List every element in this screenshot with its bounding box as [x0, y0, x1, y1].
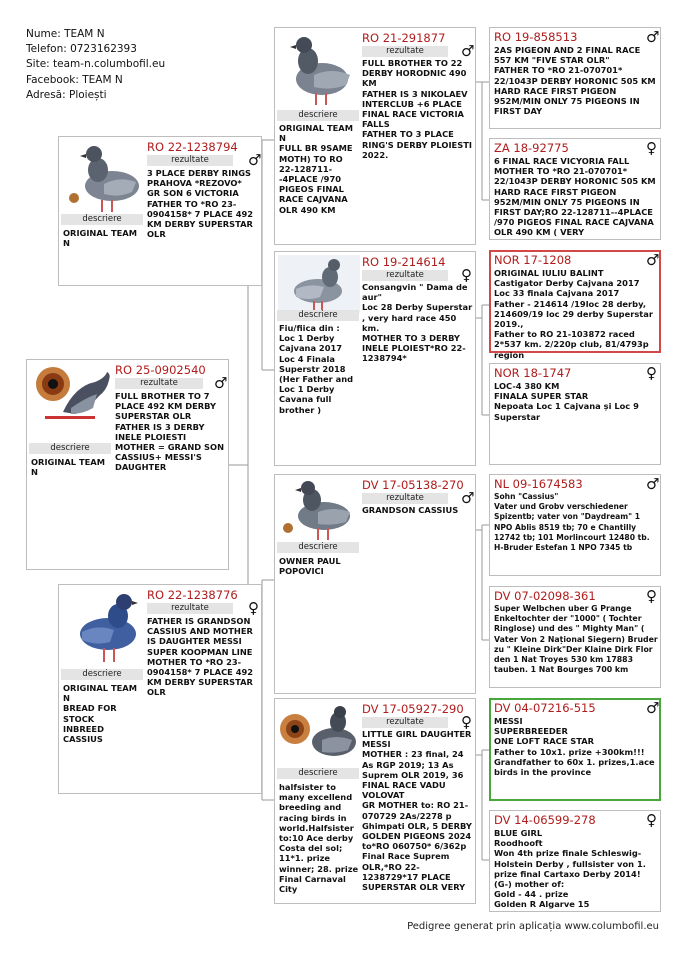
male-sex-icon: ♂ — [646, 699, 660, 717]
pigeon-card-ggp-mmm[interactable] — [489, 810, 661, 912]
pigeon-photo[interactable] — [33, 364, 113, 427]
results-button[interactable]: rezultate — [362, 270, 448, 281]
pigeon-photo[interactable] — [62, 140, 144, 216]
male-sex-icon: ♂ — [461, 489, 475, 507]
ring-number[interactable]: DV 17-05927-290 — [362, 702, 464, 716]
ring-number[interactable]: RO 19-214614 — [362, 255, 446, 269]
pigeon-info-text: GRANDSON CASSIUS — [362, 505, 459, 515]
description-button[interactable]: descriere — [61, 214, 143, 225]
pigeon-photo[interactable] — [278, 31, 360, 109]
female-sex-icon: ♀ — [646, 587, 657, 605]
pigeon-description-text: ORIGINAL TEAM N — [63, 228, 137, 249]
results-button[interactable]: rezultate — [115, 378, 203, 389]
pigeon-info-text: Consangvin " Dama de aur" Loc 28 Derby Superstar , very hard race 450 km. MOTHER TO 3 DERBY INELE PLOIEST*RO 22-1238794* — [362, 282, 473, 364]
pigeon-info-text: LOC-4 380 KM FINALA SUPER STAR Nepoata Loc 1 Cajvana și Loc 9 Superstar — [494, 381, 639, 422]
description-button[interactable]: descriere — [277, 542, 359, 553]
female-sex-icon: ♀ — [461, 713, 472, 731]
pigeon-photo[interactable] — [278, 478, 360, 542]
pigeon-card-ggp-fmm[interactable] — [489, 363, 661, 465]
pigeon-info-text: FATHER IS GRANDSON CASSIUS AND MOTHER IS DAUGHTER MESSI SUPER KOOPMAN LINE MOTHER TO *RO 23-0904158* 7 PLACE 492 KM DERBY SUPERSTAR OLR — [147, 616, 254, 698]
pigeon-photo[interactable] — [278, 702, 360, 766]
pigeon-info-text: BLUE GIRL Roodhooft Won 4th prize finale Schleswig-Holstein Derby , fullsister von 1. prize final Cartaxo Derby 2014! (G-) mother of: Gold - 44 . prize Golden R Algarve 15 — [494, 828, 646, 910]
owner-name: Nume: TEAM N — [26, 28, 105, 40]
pigeon-description-text: halfsister to many excellend breeding and racing birds in world.Halfsister to:10 Ace derby Costa del sol; 11*1. prize winner; 28. prize Final Carnaval City — [279, 782, 359, 895]
ring-number[interactable]: NOR 18-1747 — [494, 366, 572, 380]
owner-phone: Telefon: 0723162393 — [26, 43, 137, 56]
male-sex-icon: ♂ — [646, 28, 660, 46]
male-sex-icon: ♂ — [646, 475, 660, 493]
pigeon-description-text: ORIGINAL TEAM N — [31, 457, 105, 478]
pigeon-card-paternal-grandmother[interactable] — [274, 251, 476, 466]
results-button[interactable]: rezultate — [362, 717, 448, 728]
pigeon-card-father[interactable] — [58, 136, 262, 286]
results-button[interactable]: rezultate — [147, 155, 233, 166]
owner-site: Site: team-n.columbofil.eu — [26, 58, 166, 71]
description-button[interactable]: descriere — [277, 768, 359, 779]
male-sex-icon: ♂ — [248, 151, 262, 169]
ring-number[interactable]: ZA 18-92775 — [494, 141, 569, 155]
pigeon-info-text: FULL BROTHER TO 22 DERBY HORODNIC 490 KM FATHER IS 3 NIKOLAEV INTERCLUB +6 PLACE FINAL RACE VICTORIA FALLS FATHER TO 3 PLACE RING'S DERBY PLOIESTI 2022. — [362, 58, 472, 160]
pigeon-card-ggp-fmf[interactable] — [489, 250, 661, 360]
pigeon-info-text: LITTLE GIRL DAUGHTER MESSI MOTHER : 23 final, 24 As RGP 2019; 13 As Suprem OLR 2019, 36 FINAL RACE VADU VOLOVAT GR MOTHER to: RO 21-070729 2As/2278 p Ghimpati OLR, 5 DERBY GOLDEN PIGEONS 2024 to*RO 060750* 6/362p Final Race Suprem OLR,*RO 22-1238729*17 PLACE SUPERSTAR OLR VERY — [362, 729, 472, 893]
pigeon-info-text: 2AS PIGEON AND 2 FINAL RACE 557 KM "FIVE STAR OLR" FATHER TO *RO 21-070701* 22/1043P DERBY HORONIC 505 KM HARD RACE FIRST PIGEON 952M/MIN ONLY 75 PIGEONS IN FIRST DAY — [494, 45, 656, 117]
pigeon-card-ggp-fff[interactable] — [489, 27, 661, 129]
pigeon-info-text: Sohn "Cassius" Vater und Grobv verschiedener Spizentb; vater von "Daydream" 1 NPO Ablis 8519 tb; 70 e Chantilly 12742 tb; 101 Morlincourt 12480 tb. H-Bruder Estefan 1 NPO 7345 tb — [494, 492, 650, 553]
ring-number[interactable]: DV 14-06599-278 — [494, 813, 596, 827]
pigeon-card-ggp-mfm[interactable] — [489, 586, 661, 688]
results-button[interactable]: rezultate — [362, 46, 448, 57]
description-button[interactable]: descriere — [277, 310, 359, 321]
pigeon-info-text: FULL BROTHER TO 7 PLACE 492 KM DERBY SUPERSTAR OLR FATHER IS 3 DERBY INELE PLOIESTI MOTHER = GRAND SON CASSIUS+ MESSI'S DAUGHTER — [115, 391, 225, 473]
ring-number[interactable]: RO 22-1238776 — [147, 588, 238, 602]
female-sex-icon: ♀ — [646, 364, 657, 382]
description-button[interactable]: descriere — [29, 443, 111, 454]
description-button[interactable]: descriere — [61, 669, 143, 680]
ring-number[interactable]: DV 07-02098-361 — [494, 589, 596, 603]
female-sex-icon: ♀ — [248, 599, 259, 617]
ring-number[interactable]: DV 04-07216-515 — [494, 701, 596, 715]
pigeon-description-text: Fiu/fiica din : Loc 1 Derby Cajvana 2017 Loc 4 Finala Superstr 2018 (Her Father and Loc 1 Derby Cavana full brother ) — [279, 323, 354, 415]
pigeon-description-text: ORIGINAL TEAM N FULL BR 9SAME MOTH) TO RO 22-128711--4PLACE /970 PIGEOS FINAL RACE CAJVANA OLR 490 KM — [279, 123, 353, 215]
female-sex-icon: ♀ — [646, 139, 657, 157]
pigeon-photo[interactable] — [62, 588, 144, 666]
pigeon-card-ggp-mmf[interactable] — [489, 698, 661, 801]
description-button[interactable]: descriere — [277, 110, 359, 121]
pigeon-card-paternal-grandfather[interactable] — [274, 27, 476, 245]
pigeon-card-mother[interactable] — [58, 584, 262, 794]
footer-credit: Pedigree generat prin aplicația www.columbofil.eu — [407, 921, 659, 932]
female-sex-icon: ♀ — [461, 266, 472, 284]
pigeon-photo[interactable] — [278, 255, 360, 313]
owner-facebook: Facebook: TEAM N — [26, 73, 123, 86]
ring-number[interactable]: RO 25-0902540 — [115, 363, 206, 377]
pigeon-info-text: 6 FINAL RACE VICYORIA FALL MOTHER TO *RO 21-070701* 22/1043P DERBY HORONIC 505 KM HARD RACE FIRST PIGEON 952M/MIN ONLY 75 PIGEONS IN FIRST DAY;RO 22-128711--4PLACE /970 PIGEOS FINAL RACE CAJVANA OLR 490 KM ( VERY — [494, 156, 656, 238]
ring-number[interactable]: DV 17-05138-270 — [362, 478, 464, 492]
ring-number[interactable]: RO 19-858513 — [494, 30, 578, 44]
ring-number[interactable]: NOR 17-1208 — [494, 253, 572, 267]
pigeon-card-ggp-mff[interactable] — [489, 474, 661, 576]
pigeon-info-text: Super Welbchen uber G Prange Enkeltochter der "1000" ( Tochter Ringlose) und des " Mighty Man" ( Vater Von 2 Național Siegern) Bruder zu " Kleine Dirk"Der Klaine Dirk Flor den 1 Nat Troyes 530 km 17883 tauben. 1 Nat Bourges 700 km — [494, 604, 658, 675]
male-sex-icon: ♂ — [214, 374, 228, 392]
pigeon-info-text: 3 PLACE DERBY RINGS PRAHOVA *REZOVO* GR SON 6 VICTORIA FATHER TO *RO 23-0904158* 7 PLACE 492 KM DERBY SUPERSTAR OLR — [147, 168, 254, 240]
pigeon-description-text: ORIGINAL TEAM N BREAD FOR STOCK INBREED CASSIUS — [63, 683, 137, 745]
results-button[interactable]: rezultate — [362, 493, 448, 504]
owner-address: Adresă: Ploiești — [26, 88, 107, 101]
ring-number[interactable]: RO 21-291877 — [362, 31, 446, 45]
pigeon-card-maternal-grandfather[interactable] — [274, 474, 476, 694]
pigeon-description-text: OWNER PAUL POPOVICI — [279, 556, 341, 577]
pigeon-info-text: ORIGINAL IULIU BALINT Castigator Derby Cajvana 2017 Loc 33 finala Cajvana 2017 Father - 214614 /19loc 28 derby, 214609/19 loc 29 derby Superstar 2019., Father to RO 21-103872 raced 2*537 km. 2/220p club, 81/4793p region — [494, 268, 653, 360]
ring-number[interactable]: NL 09-1674583 — [494, 477, 583, 491]
male-sex-icon: ♂ — [461, 42, 475, 60]
female-sex-icon: ♀ — [646, 811, 657, 829]
male-sex-icon: ♂ — [646, 251, 660, 269]
pigeon-card-ggp-ffm[interactable] — [489, 138, 661, 240]
results-button[interactable]: rezultate — [147, 603, 233, 614]
pigeon-info-text: MESSI SUPERBREEDER ONE LOFT RACE STAR Father to 10x1. prize +300km!!! Grandfather to 60x 1. prizes,1.ace birds in the province — [494, 716, 655, 778]
pigeon-card-subject[interactable] — [26, 359, 229, 570]
ring-number[interactable]: RO 22-1238794 — [147, 140, 238, 154]
pigeon-card-maternal-grandmother[interactable] — [274, 698, 476, 904]
